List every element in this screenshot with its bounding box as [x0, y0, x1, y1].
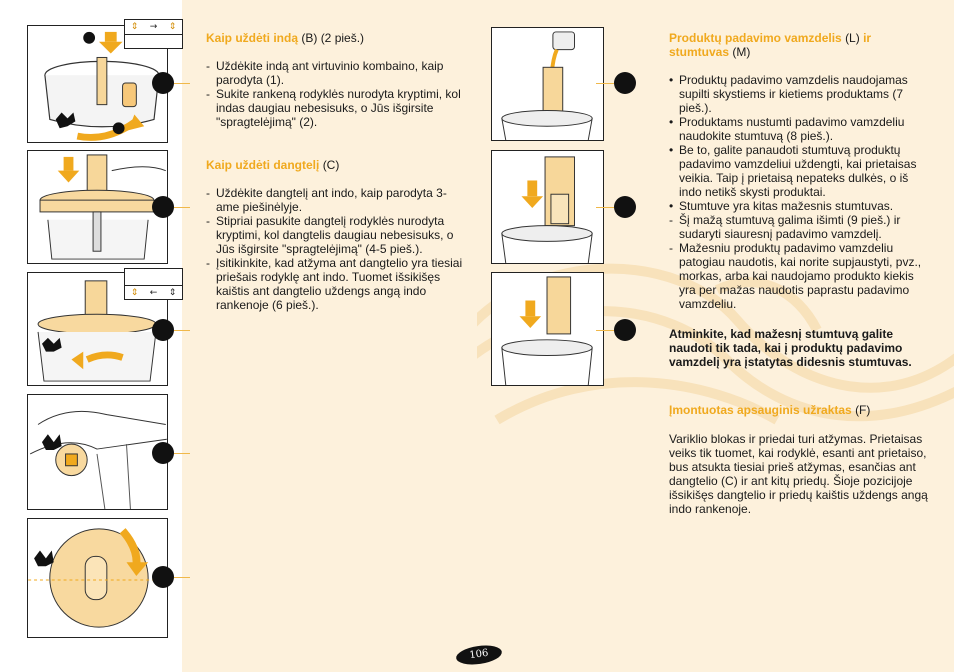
leader-line-r2	[596, 207, 614, 208]
step-badge-3	[152, 196, 174, 218]
section-bowl-title: Kaip uždėti indą	[206, 31, 299, 45]
step-badge-r1	[614, 72, 636, 94]
page-number: 106	[455, 643, 503, 667]
arrow-alignment-inset-1	[124, 19, 183, 49]
section-feed-tube-items	[669, 73, 931, 311]
leader-line-3	[174, 207, 190, 208]
section-safety-lock-title-suffix: (F)	[855, 403, 871, 417]
section-safety-lock-title: Įmontuotas apsauginis užraktas	[669, 403, 852, 417]
list-item: • Produktų padavimo vamzdelis naudojamas supilti skystiems ir kietiems produktams (7 pieš.).	[669, 73, 931, 115]
align-up-down-icon-2: ⇕	[168, 22, 177, 32]
arrow-right-icon: →	[149, 22, 158, 32]
step-badge-4	[152, 319, 174, 341]
figure-small-pusher	[491, 272, 604, 386]
step-badge-1	[152, 72, 174, 94]
step-badge-r3	[614, 319, 636, 341]
list-item: • Stumtuve yra kitas mažesnis stumtuvas.	[669, 199, 931, 213]
list-item: - Šį mažą stumtuvą galima išimti (9 pieš.) ir sudaryti siauresnį padavimo vamzdelį.	[669, 213, 931, 241]
arrow-alignment-inset-2	[124, 268, 183, 300]
section-bowl-heading	[206, 31, 464, 45]
section-lid-title: Kaip uždėti dangtelį	[206, 158, 320, 172]
list-item: • Produktams nustumti padavimo vamzdeliu naudokite stumtuvą (8 pieš.).	[669, 115, 931, 143]
section-feed-tube-title-a-suffix: (L)	[845, 31, 860, 45]
list-item: - Uždėkite dangtelį ant indo, kaip parodyta 3-ame piešinėlyje.	[206, 186, 464, 214]
align-up-down-icon-3: ⇕	[130, 288, 139, 298]
leader-line-4	[174, 330, 190, 331]
pusher-note: Atminkite, kad mažesnį stumtuvą galite naudoti tik tada, kai į produktų padavimo vamzdelį yra įstatytas didesnis stumtuvas.	[669, 327, 912, 369]
section-feed-tube-heading	[669, 31, 931, 59]
section-feed-tube-title-b: ir stumtuvas	[669, 31, 872, 59]
arrow-left-icon: ←	[149, 288, 158, 298]
section-lid-steps	[206, 186, 464, 312]
step-badge-6	[152, 442, 174, 464]
align-up-down-icon-4: ⇕	[168, 288, 177, 298]
leader-line-1	[174, 83, 190, 84]
section-safety-lock-body: Variklio blokas ir priedai turi atžymas. Prietaisas veiks tik tuomet, kai rodyklė, esanti ant prietaiso, bus atsukta tiesiai prieš atžymas, esančias ant dangtelio (C) ir ant kitų priedų. Šioje pozicijoje išsikišęs dangtelio ir priedų kaištis uždengs angą indo rankenoje.	[669, 432, 928, 516]
leader-line-r1	[596, 83, 614, 84]
section-bowl-title-suffix: (B) (2 pieš.)	[301, 31, 365, 45]
figure-lid-top-view	[27, 518, 168, 638]
list-item: - Stipriai pasukite dangtelį rodyklės nurodyta kryptimi, kol dangtelis daugiau nebesisuks, o Jūs išgirsite "spragtelėjimą" (4-5 pieš.).	[206, 214, 464, 256]
section-feed-tube-title-b-suffix: (M)	[732, 45, 751, 59]
section-lid-title-suffix: (C)	[322, 158, 340, 172]
list-item: - Sukite rankeną rodyklės nurodyta kryptimi, kol indas daugiau nebesisuks, o Jūs išgirsite "spragtelėjimą" (2).	[206, 87, 464, 129]
list-item: - Mažesniu produktų padavimo vamzdeliu patogiau naudotis, kai norite supjaustyti, pvz., morkas, arba kai naudojamo produkto kiekis yra per mažas naudotis paprastu padavimo vamzdeliu.	[669, 241, 931, 311]
figure-feed-tube-liquid	[491, 27, 604, 141]
leader-line-6	[174, 453, 190, 454]
align-up-down-icon: ⇕	[130, 22, 139, 32]
list-item: - Uždėkite indą ant virtuvinio kombaino, kaip parodyta (1).	[206, 59, 464, 87]
list-item: - Įsitikinkite, kad atžyma ant dangtelio yra tiesiai priešais rodyklę ant indo. Tuomet išsikišęs kaištis ant dangtelio uždengs angą indo rankenoje (6 pieš.).	[206, 256, 464, 312]
right-text-column	[669, 31, 931, 516]
figure-pusher-insert	[491, 150, 604, 264]
step-badge-r2	[614, 196, 636, 218]
step-badge-7	[152, 566, 174, 588]
figure-lid-locked	[27, 394, 168, 510]
section-lid-heading	[206, 158, 464, 172]
list-item: • Be to, galite panaudoti stumtuvą produktų padavimo vamzdeliui uždengti, kai prietaisas veikia. Taip į prietaisą nepateks dulkės, o iš indo netikš skysti produktai.	[669, 143, 931, 199]
left-text-column	[206, 31, 464, 312]
leader-line-7	[174, 577, 190, 578]
figure-lid-placement	[27, 150, 168, 264]
section-feed-tube-title-a: Produktų padavimo vamzdelis	[669, 31, 842, 45]
section-bowl-steps	[206, 59, 464, 129]
leader-line-r3	[596, 330, 614, 331]
section-safety-lock-heading	[669, 403, 931, 417]
